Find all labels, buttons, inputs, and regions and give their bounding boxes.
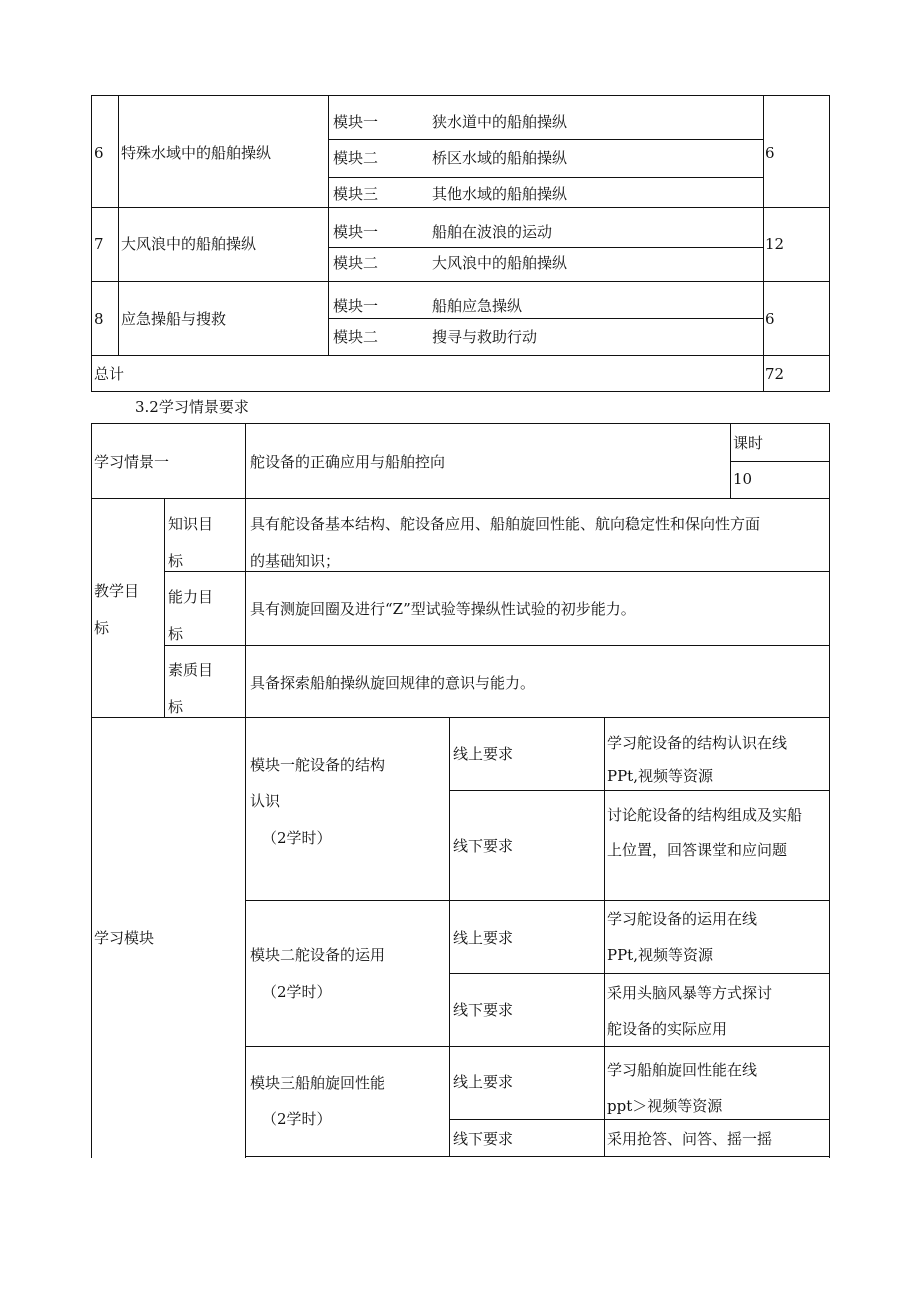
total-label: 总计 bbox=[94, 365, 125, 383]
online-requirement: ppt＞视频等资源 bbox=[607, 1097, 723, 1115]
goal-label: 标 bbox=[168, 552, 184, 570]
online-label: 线上要求 bbox=[453, 929, 514, 947]
section-heading: 3.2学习情景要求 bbox=[135, 398, 249, 416]
goal-text: 的基础知识； bbox=[250, 552, 341, 570]
module-name: 其他水域的船舶操纵 bbox=[432, 185, 568, 203]
offline-label: 线下要求 bbox=[453, 1130, 514, 1148]
online-requirement: PPt,视频等资源 bbox=[607, 946, 713, 964]
online-requirement: 学习船舶旋回性能在线 bbox=[607, 1061, 758, 1079]
module-hours: （2学时） bbox=[262, 983, 332, 1001]
scenario-label: 学习情景一 bbox=[94, 453, 170, 471]
module-name: 船舶应急操纵 bbox=[432, 297, 523, 315]
row-number: 6 bbox=[94, 144, 104, 162]
module-label: 模块二 bbox=[333, 328, 379, 346]
goal-label: 知识目 bbox=[168, 515, 214, 533]
module-label: 模块三 bbox=[333, 185, 379, 203]
module-name: 狭水道中的船舶操纵 bbox=[432, 113, 568, 131]
module-name: 船舶在波浪的运动 bbox=[432, 223, 553, 241]
goal-label: 标 bbox=[168, 625, 184, 643]
online-label: 线上要求 bbox=[453, 745, 514, 763]
offline-requirement: 舵设备的实际应用 bbox=[607, 1020, 728, 1038]
online-label: 线上要求 bbox=[453, 1073, 514, 1091]
module-name: 模块三船舶旋回性能 bbox=[250, 1074, 386, 1092]
chapter-title: 特殊水域中的船舶操纵 bbox=[121, 144, 272, 162]
chapter-hours: 12 bbox=[765, 235, 785, 253]
offline-label: 线下要求 bbox=[453, 1001, 514, 1019]
row-number: 8 bbox=[94, 310, 104, 328]
module-label: 模块一 bbox=[333, 297, 379, 315]
chapter-title: 应急操船与搜救 bbox=[121, 310, 227, 328]
goal-text: 具备探索船舶操纵旋回规律的意识与能力。 bbox=[250, 674, 536, 692]
module-label: 模块二 bbox=[333, 254, 379, 272]
online-requirement: PPt,视频等资源 bbox=[607, 767, 713, 785]
goal-label: 素质目 bbox=[168, 661, 214, 679]
chapter-hours: 6 bbox=[765, 144, 775, 162]
module-label: 模块一 bbox=[333, 223, 379, 241]
module-label: 模块二 bbox=[333, 149, 379, 167]
offline-requirement: 上位置，回答课堂和应问题 bbox=[607, 841, 788, 859]
module-name: 搜寻与救助行动 bbox=[432, 328, 538, 346]
hours-label: 课时 bbox=[733, 434, 764, 452]
goal-label: 能力目 bbox=[168, 588, 214, 606]
goal-label: 标 bbox=[168, 698, 184, 716]
offline-label: 线下要求 bbox=[453, 837, 514, 855]
online-requirement: 学习舵设备的结构认识在线 bbox=[607, 734, 788, 752]
module-hours: （2学时） bbox=[262, 1110, 332, 1128]
scenario-title: 舵设备的正确应用与船舶控向 bbox=[250, 453, 446, 471]
online-requirement: 学习舵设备的运用在线 bbox=[607, 910, 758, 928]
total-hours: 72 bbox=[765, 365, 785, 383]
goal-text: 具有舵设备基本结构、舵设备应用、船舶旋回性能、航向稳定性和保向性方面 bbox=[250, 515, 761, 533]
teaching-goals-label: 教学目 bbox=[94, 582, 140, 600]
offline-requirement: 讨论舵设备的结构组成及实船 bbox=[607, 806, 803, 824]
module-name: 大风浪中的船舶操纵 bbox=[432, 254, 568, 272]
chapter-hours: 6 bbox=[765, 310, 775, 328]
teaching-goals-label: 标 bbox=[94, 619, 110, 637]
module-name: 桥区水域的船舶操纵 bbox=[432, 149, 568, 167]
offline-requirement: 采用头脑风暴等方式探讨 bbox=[607, 984, 773, 1002]
hours-value: 10 bbox=[733, 470, 753, 488]
module-name: 模块二舵设备的运用 bbox=[250, 946, 386, 964]
chapter-title: 大风浪中的船舶操纵 bbox=[121, 235, 257, 253]
goal-text: 具有测旋回圈及进行“Z”型试验等操纵性试验的初步能力。 bbox=[250, 600, 636, 618]
modules-label: 学习模块 bbox=[94, 929, 155, 947]
row-number: 7 bbox=[94, 235, 104, 253]
module-name: 认识 bbox=[250, 792, 281, 810]
module-label: 模块一 bbox=[333, 113, 379, 131]
module-name: 模块一舵设备的结构 bbox=[250, 756, 386, 774]
offline-requirement: 采用抢答、问答、摇一摇 bbox=[607, 1130, 773, 1148]
module-hours: （2学时） bbox=[262, 829, 332, 847]
